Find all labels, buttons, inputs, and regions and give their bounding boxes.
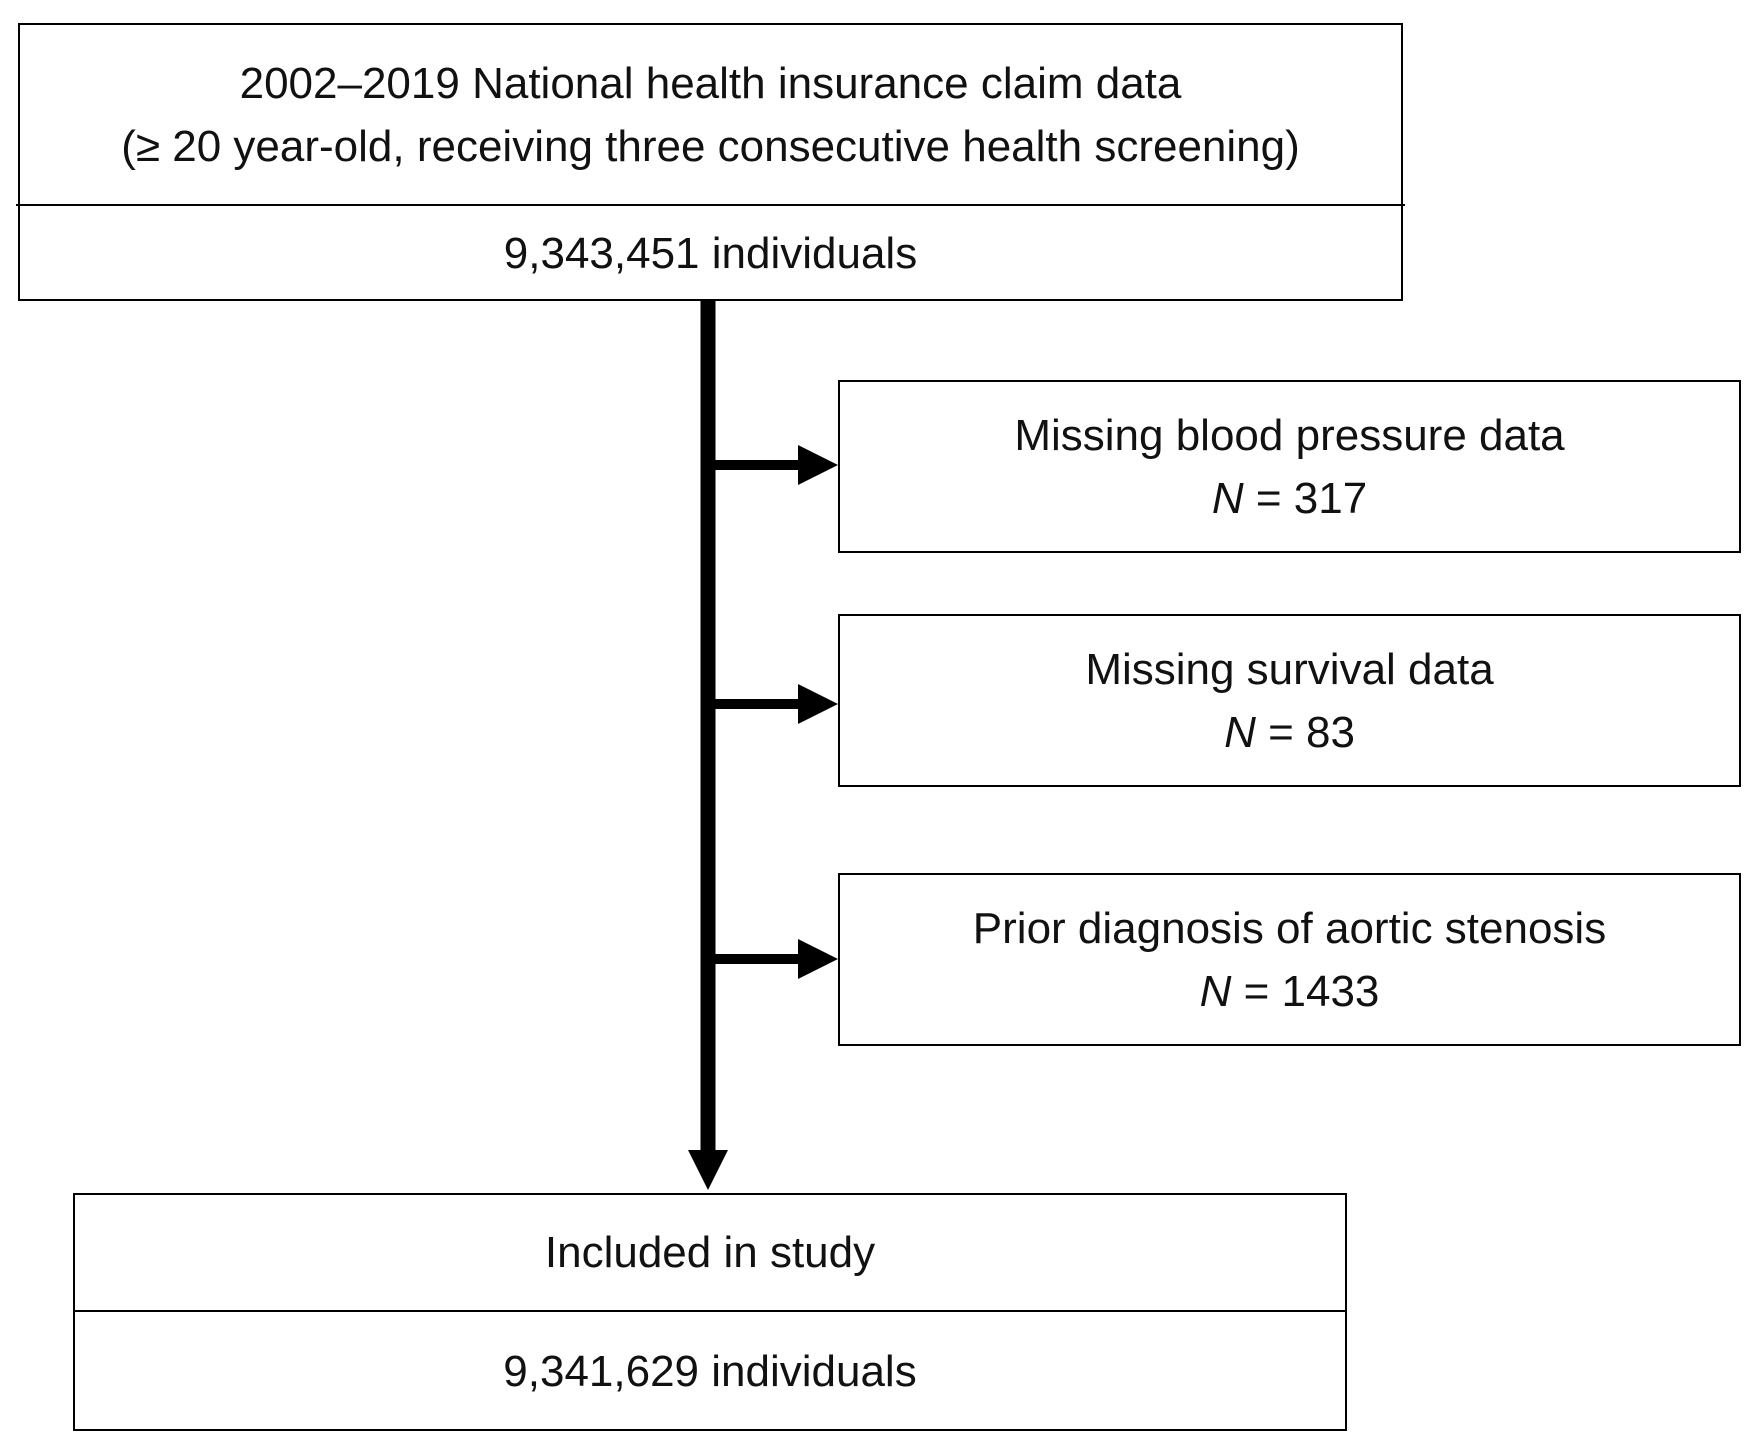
n-symbol: N [1224, 707, 1256, 757]
included-count-cell [75, 1312, 1345, 1431]
exclusion-box-blood-pressure [838, 380, 1741, 553]
exclusion-content-3 [840, 875, 1739, 1044]
included-title-cell [75, 1195, 1345, 1310]
exclusion-box-aortic-stenosis [838, 873, 1741, 1046]
exclusion-box-survival [838, 614, 1741, 787]
exclusion-count [1200, 960, 1380, 1023]
exclusion-content-2 [840, 616, 1739, 785]
n-value: = 1433 [1231, 966, 1380, 1016]
exclusion-count [1212, 467, 1367, 530]
exclusion-count [1224, 701, 1355, 764]
n-value: = 317 [1243, 473, 1368, 523]
source-title-cell [20, 25, 1401, 204]
exclusion-label: Missing survival data [1085, 644, 1494, 694]
source-title-line-2: (≥ 20 year-old, receiving three consecutive health screening) [121, 121, 1300, 171]
n-symbol: N [1199, 966, 1232, 1016]
n-value: = 83 [1255, 707, 1355, 757]
n-symbol: N [1211, 473, 1244, 523]
source-count: 9,343,451 individuals [503, 229, 918, 278]
exclusion-content-1 [840, 382, 1739, 551]
included-title: Included in study [544, 1228, 876, 1277]
main-flow-arrowhead [688, 1150, 728, 1190]
exclusion-label: Prior diagnosis of aortic stenosis [972, 903, 1607, 953]
included-box [73, 1193, 1347, 1431]
exclusion-label: Missing blood pressure data [1014, 410, 1565, 460]
exclusion-arrow-1-head [798, 445, 838, 485]
source-title-line-1: 2002–2019 National health insurance claim data [239, 58, 1182, 108]
exclusion-arrow-2-head [798, 684, 838, 724]
included-count: 9,341,629 individuals [503, 1347, 917, 1396]
exclusion-arrow-3-head [798, 939, 838, 979]
source-count-cell [20, 206, 1401, 301]
source-population-box [18, 23, 1403, 301]
